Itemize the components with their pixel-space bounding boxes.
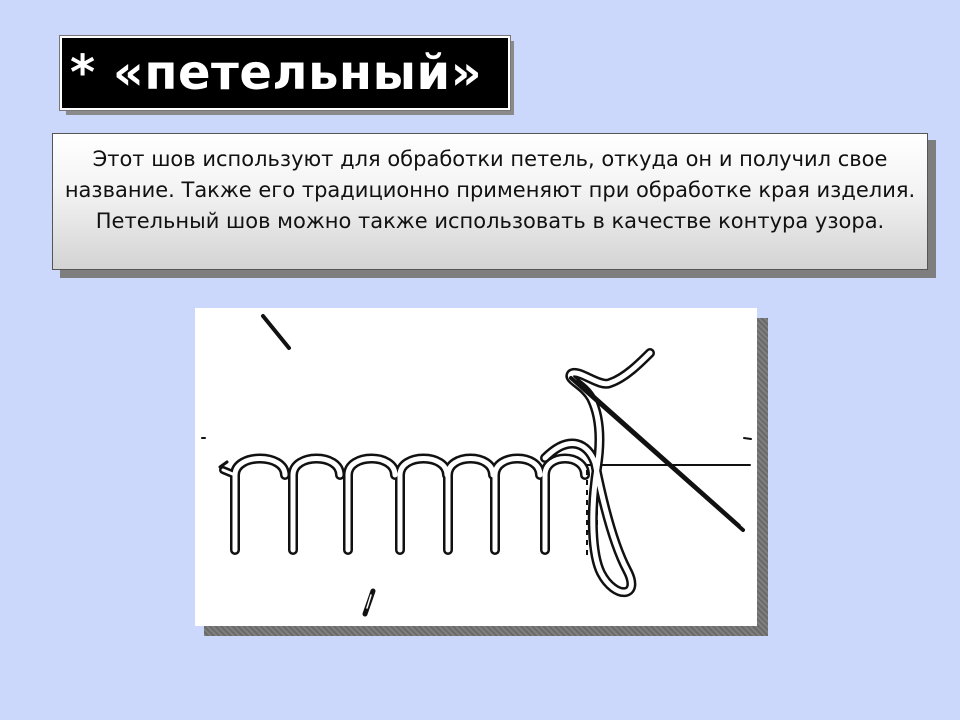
description-text: Этот шов используют для обработки петель, откуда он и получил свое название. Также его традиционно применяют при обработке края изделия. Петельный шов можно также использовать в качестве контура узора. (64, 147, 916, 233)
description-box (52, 133, 928, 270)
buttonhole-stitch-drawing (195, 308, 757, 626)
title-box (60, 36, 510, 110)
stitch-illustration (195, 308, 757, 626)
slide-title: * «петельный» (70, 45, 483, 101)
